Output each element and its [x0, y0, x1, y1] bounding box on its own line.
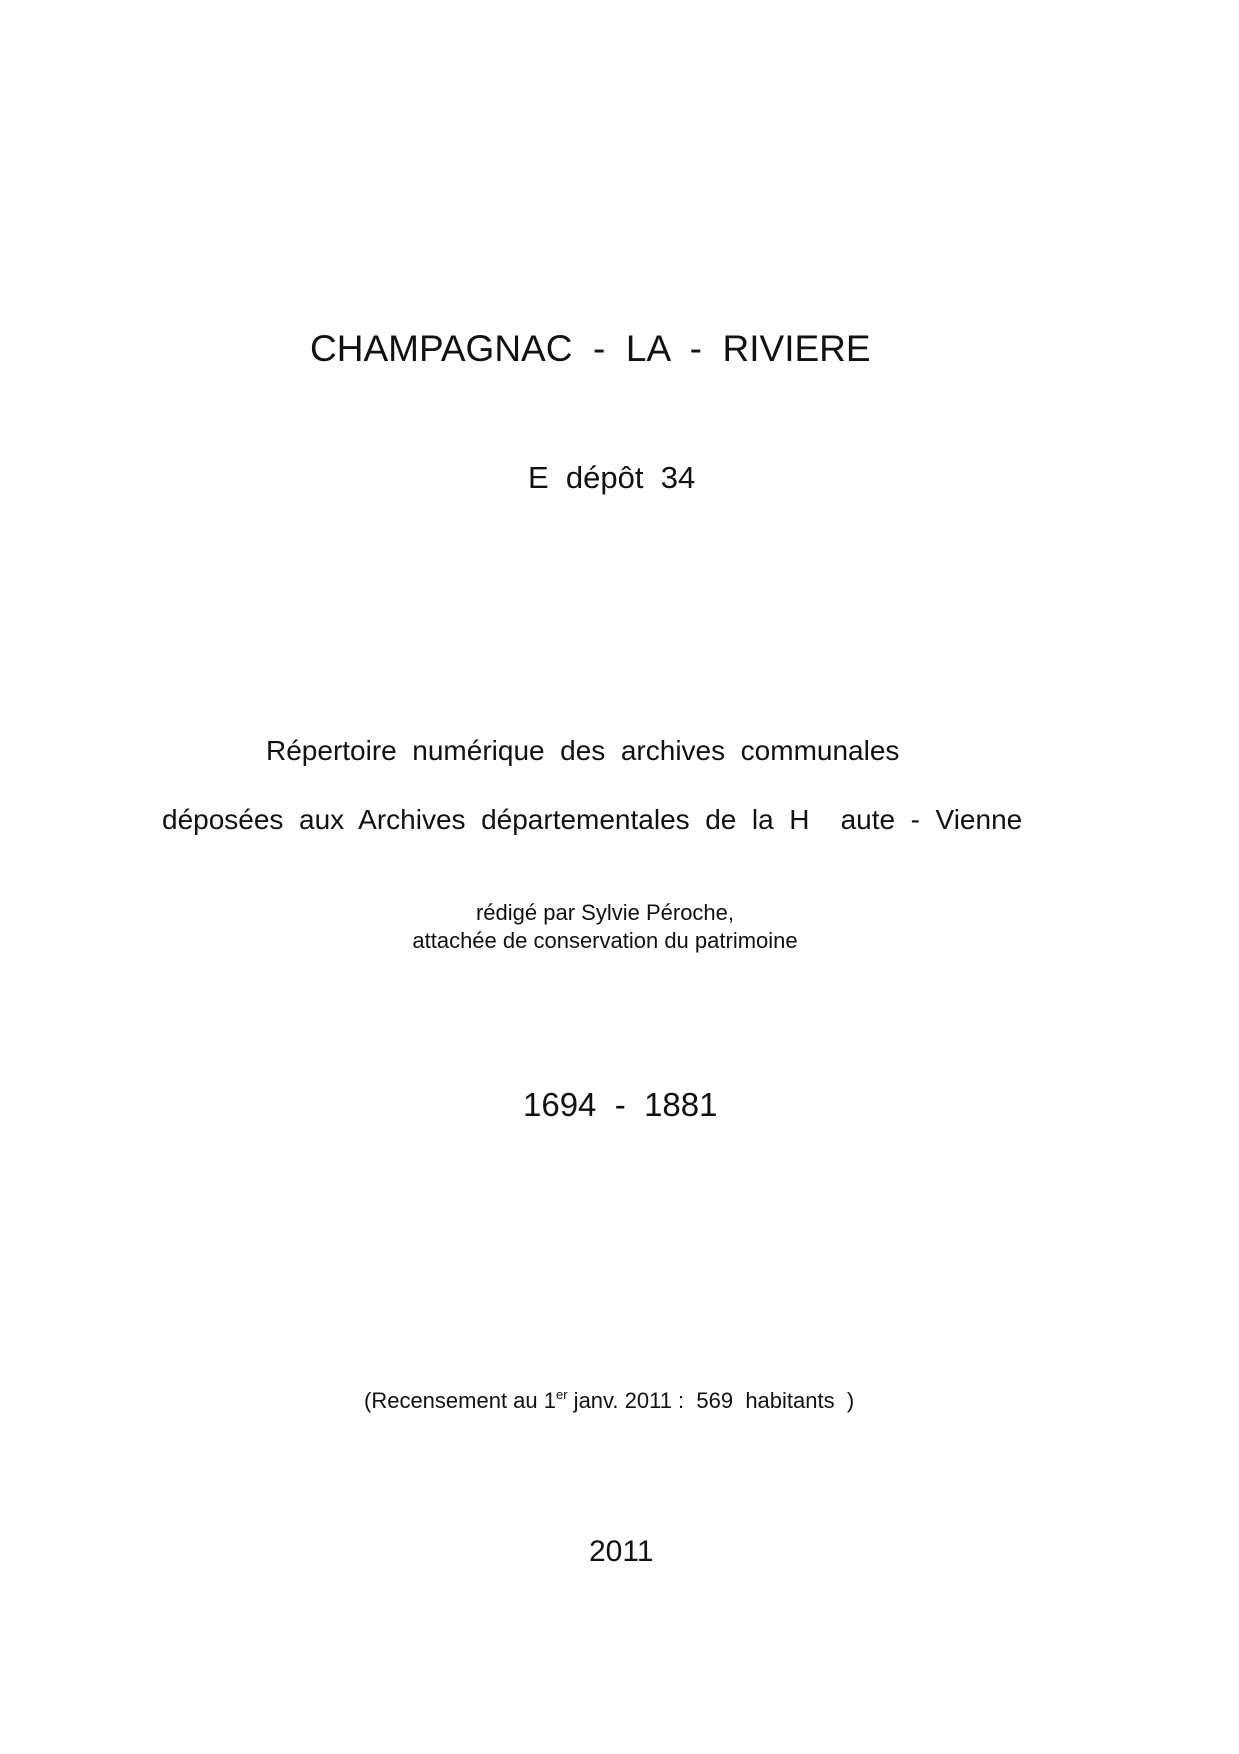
date-range: 1694 - 1881 — [523, 1086, 718, 1123]
document-title: CHAMPAGNAC - LA - RIVIERE — [310, 328, 871, 369]
author-title: attachée de conservation du patrimoine — [412, 928, 798, 953]
author-name: rédigé par Sylvie Péroche, — [475, 900, 735, 925]
census-suffix: janv. 2011 : 569 habitants ) — [567, 1388, 855, 1413]
census-note — [364, 1387, 855, 1413]
census-prefix: (Recensement au 1 — [364, 1388, 556, 1413]
repertoire-description-line-1: Répertoire numérique des archives communales — [266, 735, 900, 766]
publication-year: 2011 — [589, 1535, 654, 1568]
census-superscript: er — [556, 1387, 568, 1402]
archive-reference: E dépôt 34 — [528, 460, 696, 495]
repertoire-description-line-2: déposées aux Archives départementales de la H aute - Vienne — [162, 804, 1023, 835]
